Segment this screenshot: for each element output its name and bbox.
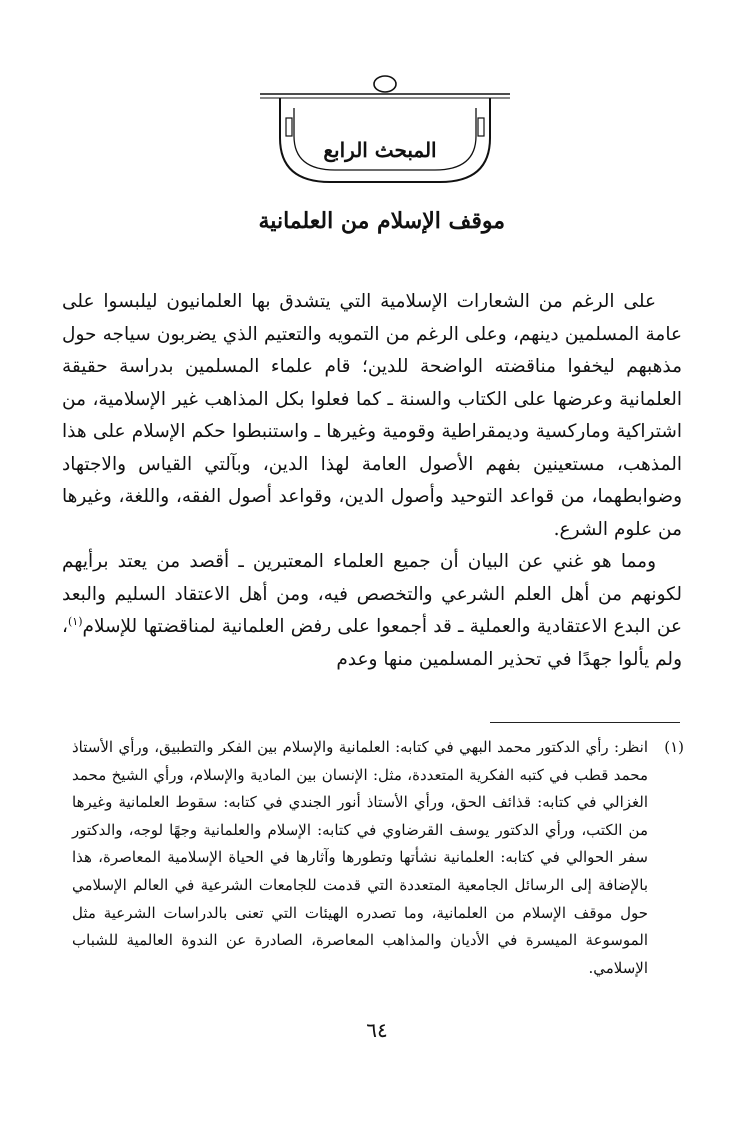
section-label: المبحث الرابع: [323, 138, 437, 162]
section-header-ornament: [240, 70, 530, 190]
section-title: موقف الإسلام من العلمانية: [258, 208, 505, 234]
paragraph-1: على الرغم من الشعارات الإسلامية التي يتشدق بها العلمانيون ليلبسوا على عامة المسلمين دينهم، وعلى الرغم من التمويه والتعتيم الذي يضربون سياجه حول مذهبهم ليخفوا مناقضته الواضحة للدين؛ قام علماء المسلمين بدراسة حقيقة العلمانية وعرضها على الكتاب والسنة ـ كما فعلوا بكل المذاهب غير الإسلامية، من اشتراكية وماركسية وديمقراطية وقومية وغيرها ـ واستنبطوا حكم الإسلام على هذا المذهب، مستعينين بفهم الأصول العامة لهذا الدين، وبآلتي القياس والاجتهاد وضوابطهما، من قواعد التوحيد وأصول الدين، وقواعد أصول الفقه، واللغة، وغيرها من علوم الشرع.: [62, 291, 682, 540]
footnote-text: انظر: رأي الدكتور محمد البهي في كتابه: العلمانية والإسلام بين الفكر والتطبيق، ورأي الأستاذ محمد قطب في كتبه الفكرية المتعددة، مثل: الإنسان بين المادية والإسلام، ورأي الشيخ محمد الغزالي في كتابه: قذائف الحق، ورأي الأستاذ أنور الجندي في كتابه: سقوط العلمانية وغيرها من الكتب، ورأي الدكتور يوسف القرضاوي في كتابه: الإسلام والعلمانية وجهًا لوجه، والدكتور سفر الحوالي في كتابه: العلمانية نشأتها وتطورها وآثارها في الحياة الإسلامية المعاصرة، هذا بالإضافة إلى الرسائل الجامعية المتعددة التي قدمت للجامعات الشرعية في العالم الإسلامي حول موقف الإسلام من العلمانية، وما تصدره الهيئات التي تعنى بالدراسات الشرعية مثل الموسوعة الميسرة في الأديان والمذاهب المعاصرة، الصادرة عن الندوة العالمية للشباب الإسلامي.: [72, 738, 648, 977]
footnote-reference: (١): [67, 614, 83, 628]
body-text: [62, 286, 682, 676]
footnote: [72, 734, 684, 982]
page-number: ٦٤: [366, 1018, 388, 1042]
paragraph-2: [62, 546, 682, 676]
footnote-number: (١): [664, 738, 684, 756]
footnote-divider: [490, 722, 680, 723]
paragraph-2-text: ومما هو غني عن البيان أن جميع العلماء المعتبرين ـ أقصد من يعتد برأيهم لكونهم من أهل العلم الشرعي والتخصص فيه، ومن أهل الاعتقاد السليم والبعد عن البدع الاعتقادية والعملية ـ قد أجمعوا على رفض العلمانية لمناقضتها للإسلام: [62, 551, 682, 637]
paragraph-2-continuation: ، ولم يألوا جهدًا في تحذير المسلمين منها وعدم: [62, 616, 682, 670]
